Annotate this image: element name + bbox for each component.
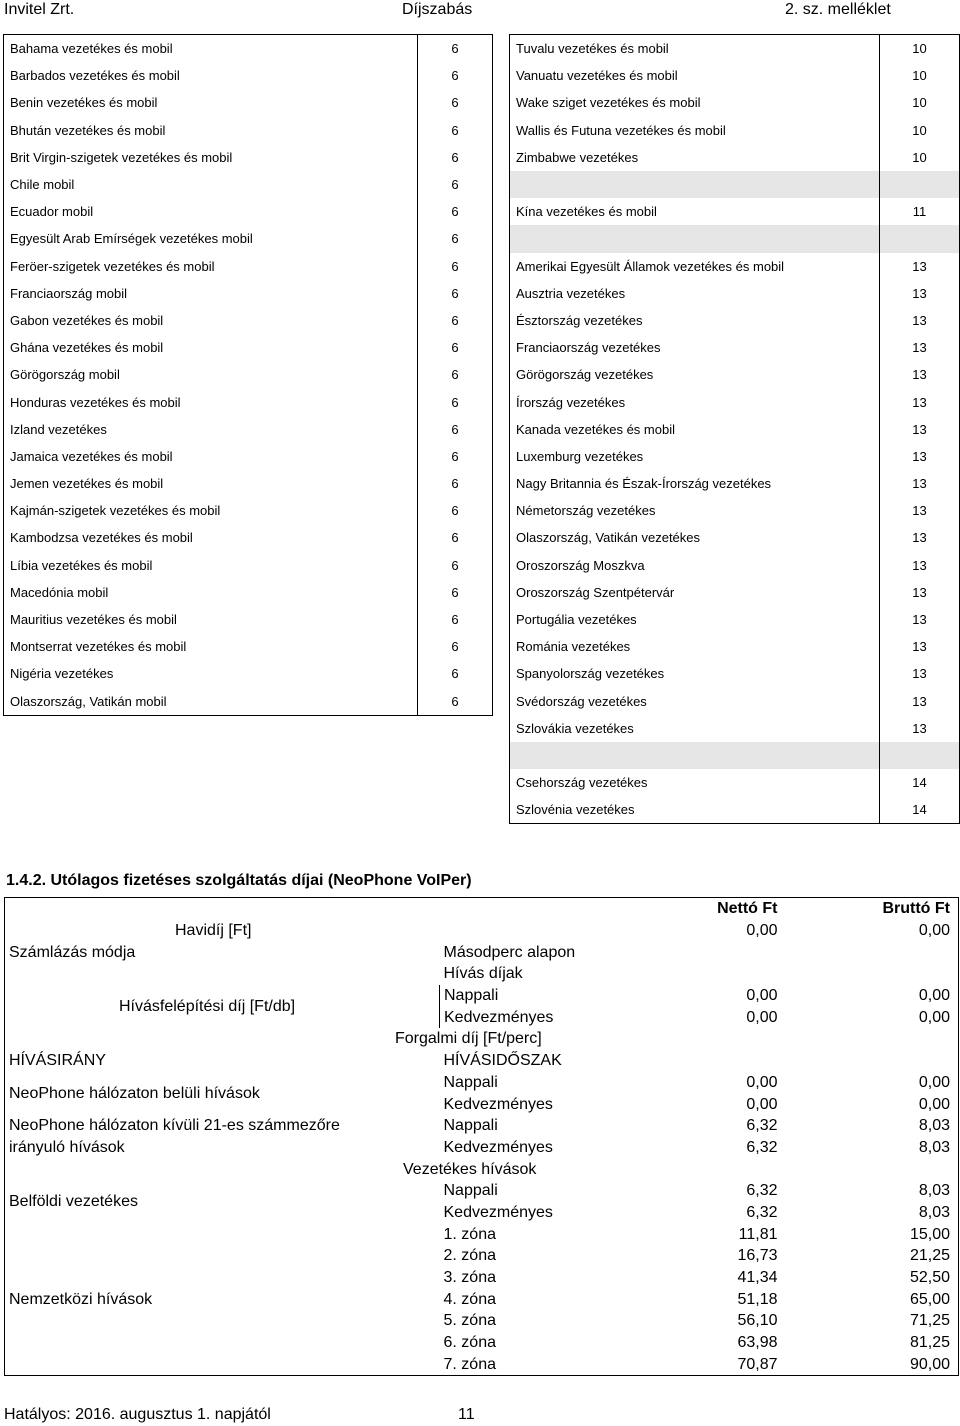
kivul-label-2: irányuló hívások bbox=[9, 1138, 125, 1156]
zone-label: 7. zóna bbox=[443, 1355, 496, 1373]
table-row bbox=[510, 769, 960, 796]
destination-name: Macedónia mobil bbox=[4, 579, 418, 606]
netto-value: 0,00 bbox=[746, 1073, 778, 1091]
destination-name: Honduras vezetékes és mobil bbox=[4, 388, 418, 415]
period-label: Kedvezményes bbox=[440, 1006, 648, 1028]
destination-name: Chile mobil bbox=[4, 171, 418, 198]
period-label: Nappali bbox=[440, 985, 648, 1007]
zone-number: 6 bbox=[418, 552, 493, 579]
zone-number: 6 bbox=[418, 416, 493, 443]
destination-name: Gabon vezetékes és mobil bbox=[4, 307, 418, 334]
table-row bbox=[4, 416, 493, 443]
table-row bbox=[510, 416, 960, 443]
table-row bbox=[4, 253, 493, 280]
table-row bbox=[510, 361, 960, 388]
period-label: Nappali bbox=[443, 1182, 498, 1200]
zone-number: 13 bbox=[880, 688, 960, 715]
zone-number: 13 bbox=[880, 715, 960, 742]
destination-name: Olaszország, Vatikán vezetékes bbox=[510, 524, 880, 551]
brutto-value: 0,00 bbox=[918, 1008, 950, 1026]
nemzetkozi-row bbox=[5, 1223, 959, 1245]
destination-name: Ecuador mobil bbox=[4, 198, 418, 225]
table-row bbox=[4, 225, 493, 252]
destination-name: Jemen vezetékes és mobil bbox=[4, 470, 418, 497]
table-row bbox=[4, 688, 493, 716]
szamlazas-value: Másodperc alapon bbox=[443, 943, 576, 961]
table-row bbox=[4, 633, 493, 660]
forgalmi-dij-row bbox=[5, 1028, 959, 1050]
period-label: Kedvezményes bbox=[443, 1095, 553, 1113]
zone-number: 13 bbox=[880, 470, 960, 497]
netto-value: 6,32 bbox=[746, 1138, 778, 1156]
belul-row-1 bbox=[5, 1072, 959, 1094]
szamlazas-label: Számlázás módja bbox=[9, 943, 136, 961]
table-row bbox=[4, 470, 493, 497]
destination-name: Ausztria vezetékes bbox=[510, 280, 880, 307]
brutto-value: 21,25 bbox=[909, 1247, 950, 1265]
hivasirany-row bbox=[5, 1050, 959, 1072]
zone-table-right bbox=[509, 34, 960, 824]
havidij-label: Havidíj [Ft] bbox=[175, 922, 252, 940]
netto-value: 11,81 bbox=[738, 1225, 778, 1243]
zone-number: 6 bbox=[418, 470, 493, 497]
footer-page-number: 11 bbox=[458, 1406, 475, 1423]
hivasidoszak-label: HÍVÁSIDŐSZAK bbox=[443, 1052, 562, 1070]
zone-number: 6 bbox=[418, 35, 493, 63]
table-row bbox=[510, 35, 960, 63]
destination-name: Barbados vezetékes és mobil bbox=[4, 62, 418, 89]
zone-number: 13 bbox=[880, 443, 960, 470]
destination-name: Olaszország, Vatikán mobil bbox=[4, 688, 418, 716]
table-row bbox=[510, 688, 960, 715]
table-row bbox=[4, 606, 493, 633]
table-row bbox=[4, 524, 493, 551]
destination-name: Zimbabwe vezetékes bbox=[510, 144, 880, 171]
netto-value: 16,73 bbox=[737, 1247, 778, 1265]
pricing-header-row bbox=[5, 898, 959, 920]
destination-name: Amerikai Egyesült Államok vezetékes és mobil bbox=[510, 253, 880, 280]
brutto-header: Bruttó Ft bbox=[882, 900, 950, 918]
destination-name: Izland vezetékes bbox=[4, 416, 418, 443]
table-row bbox=[510, 198, 960, 225]
destination-name: Ghána vezetékes és mobil bbox=[4, 334, 418, 361]
zone-number: 10 bbox=[880, 62, 960, 89]
table-row bbox=[4, 497, 493, 524]
destination-name: Benin vezetékes és mobil bbox=[4, 89, 418, 116]
table-row bbox=[4, 280, 493, 307]
zone-number: 13 bbox=[880, 334, 960, 361]
zone-number: 11 bbox=[880, 198, 960, 225]
destination-name: Oroszország Moszkva bbox=[510, 552, 880, 579]
zone-number: 6 bbox=[418, 606, 493, 633]
destination-name: Észtország vezetékes bbox=[510, 307, 880, 334]
havidij-netto: 0,00 bbox=[746, 922, 778, 940]
destination-name bbox=[510, 742, 880, 769]
zone-number: 10 bbox=[880, 35, 960, 63]
netto-header: Nettó Ft bbox=[717, 900, 778, 918]
destination-name: Wake sziget vezetékes és mobil bbox=[510, 89, 880, 116]
brutto-value: 8,03 bbox=[918, 1138, 950, 1156]
brutto-value: 8,03 bbox=[918, 1182, 950, 1200]
brutto-value: 0,00 bbox=[918, 987, 950, 1005]
destination-name: Bahama vezetékes és mobil bbox=[4, 35, 418, 63]
destination-name: Románia vezetékes bbox=[510, 633, 880, 660]
destination-name: Wallis és Futuna vezetékes és mobil bbox=[510, 117, 880, 144]
table-row bbox=[510, 388, 960, 415]
zone-number: 6 bbox=[418, 633, 493, 660]
zone-number: 6 bbox=[418, 89, 493, 116]
destination-name: Egyesült Arab Emírségek vezetékes mobil bbox=[4, 225, 418, 252]
zone-number: 13 bbox=[880, 579, 960, 606]
netto-value: 70,87 bbox=[737, 1355, 778, 1373]
table-row bbox=[4, 660, 493, 687]
zone-label: 5. zóna bbox=[443, 1312, 496, 1330]
zone-label: 4. zóna bbox=[443, 1290, 496, 1308]
period-label: Kedvezményes bbox=[443, 1203, 553, 1221]
zone-number: 13 bbox=[880, 253, 960, 280]
table-row bbox=[4, 443, 493, 470]
zone-number: 6 bbox=[418, 524, 493, 551]
brutto-value: 90,00 bbox=[909, 1355, 950, 1373]
vezetekes-hivasok-label: Vezetékes hívások bbox=[403, 1160, 537, 1178]
table-row bbox=[4, 552, 493, 579]
zone-number: 6 bbox=[418, 579, 493, 606]
footer-effective-date: Hatályos: 2016. augusztus 1. napjától bbox=[4, 1406, 271, 1423]
kivul-row-1 bbox=[5, 1115, 959, 1137]
destination-name: Spanyolország vezetékes bbox=[510, 660, 880, 687]
table-row bbox=[510, 715, 960, 742]
table-row bbox=[510, 117, 960, 144]
separator-row bbox=[510, 742, 960, 769]
period-label: Kedvezményes bbox=[443, 1138, 553, 1156]
destination-name: Kambodzsa vezetékes és mobil bbox=[4, 524, 418, 551]
destination-name: Bhután vezetékes és mobil bbox=[4, 117, 418, 144]
table-row bbox=[510, 253, 960, 280]
destination-name: Líbia vezetékes és mobil bbox=[4, 552, 418, 579]
table-row bbox=[510, 796, 960, 824]
destination-name: Szlovénia vezetékes bbox=[510, 796, 880, 824]
table-row bbox=[4, 117, 493, 144]
zone-number: 6 bbox=[418, 198, 493, 225]
netto-value: 51,18 bbox=[737, 1290, 778, 1308]
table-row bbox=[510, 144, 960, 171]
zone-number: 6 bbox=[418, 171, 493, 198]
brutto-value: 71,25 bbox=[909, 1312, 950, 1330]
destination-name: Németország vezetékes bbox=[510, 497, 880, 524]
vezetekes-row bbox=[5, 1158, 959, 1180]
brutto-value: 0,00 bbox=[918, 1073, 950, 1091]
table-row bbox=[4, 579, 493, 606]
zone-number: 13 bbox=[880, 416, 960, 443]
destination-name: Vanuatu vezetékes és mobil bbox=[510, 62, 880, 89]
header-company: Invitel Zrt. bbox=[4, 1, 75, 18]
brutto-value: 0,00 bbox=[918, 1095, 950, 1113]
zone-number bbox=[880, 225, 960, 252]
destination-name: Görögország mobil bbox=[4, 361, 418, 388]
zone-number: 6 bbox=[418, 388, 493, 415]
header-annex: 2. sz. melléklet bbox=[785, 1, 891, 18]
table-row bbox=[510, 606, 960, 633]
table-row bbox=[4, 171, 493, 198]
netto-value: 41,34 bbox=[737, 1269, 778, 1287]
havidij-row bbox=[5, 920, 959, 942]
destination-name: Oroszország Szentpétervár bbox=[510, 579, 880, 606]
zone-number: 6 bbox=[418, 688, 493, 716]
destination-name: Portugália vezetékes bbox=[510, 606, 880, 633]
table-row bbox=[510, 280, 960, 307]
table-row bbox=[510, 524, 960, 551]
table-row bbox=[510, 89, 960, 116]
zone-number: 14 bbox=[880, 796, 960, 824]
netto-value: 0,00 bbox=[746, 1008, 778, 1026]
brutto-value: 8,03 bbox=[918, 1203, 950, 1221]
table-row bbox=[510, 633, 960, 660]
zone-number: 13 bbox=[880, 660, 960, 687]
zone-number: 13 bbox=[880, 307, 960, 334]
table-row bbox=[510, 660, 960, 687]
havidij-brutto: 0,00 bbox=[918, 922, 950, 940]
zone-number: 13 bbox=[880, 552, 960, 579]
zone-number: 6 bbox=[418, 443, 493, 470]
separator-row bbox=[510, 171, 960, 198]
zone-number: 14 bbox=[880, 769, 960, 796]
destination-name: Nagy Britannia és Észak-Írország vezetékes bbox=[510, 470, 880, 497]
zone-number: 6 bbox=[418, 280, 493, 307]
netto-value: 0,00 bbox=[746, 987, 778, 1005]
destination-name: Kajmán-szigetek vezetékes és mobil bbox=[4, 497, 418, 524]
zone-number: 6 bbox=[418, 253, 493, 280]
table-row bbox=[510, 307, 960, 334]
belul-label: NeoPhone hálózaton belüli hívások bbox=[9, 1084, 260, 1102]
zone-number: 6 bbox=[418, 497, 493, 524]
destination-name: Csehország vezetékes bbox=[510, 769, 880, 796]
destination-name: Mauritius vezetékes és mobil bbox=[4, 606, 418, 633]
netto-value: 63,98 bbox=[737, 1334, 778, 1352]
zone-number: 10 bbox=[880, 117, 960, 144]
table-row bbox=[4, 89, 493, 116]
szamlazas-row bbox=[5, 941, 959, 963]
destination-name: Brit Virgin-szigetek vezetékes és mobil bbox=[4, 144, 418, 171]
zone-number bbox=[880, 171, 960, 198]
separator-row bbox=[510, 225, 960, 252]
zone-number: 13 bbox=[880, 524, 960, 551]
destination-name: Tuvalu vezetékes és mobil bbox=[510, 35, 880, 63]
table-row bbox=[510, 334, 960, 361]
destination-name: Kanada vezetékes és mobil bbox=[510, 416, 880, 443]
destination-name: Szlovákia vezetékes bbox=[510, 715, 880, 742]
nemzetkozi-label: Nemzetközi hívások bbox=[9, 1290, 153, 1308]
zone-label: 2. zóna bbox=[443, 1247, 496, 1265]
zone-number: 6 bbox=[418, 361, 493, 388]
table-row bbox=[4, 35, 493, 63]
period-label: Nappali bbox=[443, 1117, 498, 1135]
hivasfelepites-label: Hívásfelépítési díj [Ft/db] bbox=[119, 997, 296, 1015]
destination-name: Montserrat vezetékes és mobil bbox=[4, 633, 418, 660]
table-row bbox=[4, 62, 493, 89]
zone-number: 6 bbox=[418, 225, 493, 252]
zone-number: 6 bbox=[418, 660, 493, 687]
forgalmi-dij-label: Forgalmi díj [Ft/perc] bbox=[395, 1030, 542, 1048]
brutto-value: 15,00 bbox=[909, 1225, 950, 1243]
destination-name: Franciaország vezetékes bbox=[510, 334, 880, 361]
brutto-value: 65,00 bbox=[909, 1290, 950, 1308]
hivasirany-label: HÍVÁSIRÁNY bbox=[9, 1052, 106, 1070]
table-row bbox=[510, 579, 960, 606]
destination-name: Feröer-szigetek vezetékes és mobil bbox=[4, 253, 418, 280]
destination-name bbox=[510, 171, 880, 198]
table-row bbox=[510, 497, 960, 524]
destination-name: Kína vezetékes és mobil bbox=[510, 198, 880, 225]
destination-name: Írország vezetékes bbox=[510, 388, 880, 415]
netto-value: 0,00 bbox=[746, 1095, 778, 1113]
kivul-row-2 bbox=[5, 1137, 959, 1159]
destination-name: Luxemburg vezetékes bbox=[510, 443, 880, 470]
brutto-value: 81,25 bbox=[909, 1334, 950, 1352]
header-title: Díjszabás bbox=[402, 1, 473, 18]
table-row bbox=[4, 334, 493, 361]
destination-name: Görögország vezetékes bbox=[510, 361, 880, 388]
zone-number: 13 bbox=[880, 606, 960, 633]
table-row bbox=[4, 144, 493, 171]
destination-name: Jamaica vezetékes és mobil bbox=[4, 443, 418, 470]
brutto-value: 52,50 bbox=[909, 1269, 950, 1287]
table-row bbox=[4, 307, 493, 334]
zone-table-left bbox=[3, 34, 493, 716]
table-row bbox=[510, 62, 960, 89]
netto-value: 56,10 bbox=[737, 1312, 778, 1330]
destination-name: Franciaország mobil bbox=[4, 280, 418, 307]
zone-number: 13 bbox=[880, 361, 960, 388]
table-row bbox=[4, 388, 493, 415]
destination-name: Nigéria vezetékes bbox=[4, 660, 418, 687]
zone-number: 6 bbox=[418, 117, 493, 144]
netto-value: 6,32 bbox=[746, 1182, 778, 1200]
zone-number: 10 bbox=[880, 144, 960, 171]
zone-number: 13 bbox=[880, 388, 960, 415]
destination-name: Svédország vezetékes bbox=[510, 688, 880, 715]
zone-number: 6 bbox=[418, 62, 493, 89]
table-row bbox=[4, 361, 493, 388]
belfoldi-row-1 bbox=[5, 1180, 959, 1202]
period-label: Nappali bbox=[443, 1073, 498, 1091]
table-row bbox=[4, 198, 493, 225]
zone-number bbox=[880, 742, 960, 769]
zone-number: 6 bbox=[418, 144, 493, 171]
netto-value: 6,32 bbox=[746, 1117, 778, 1135]
zone-number: 6 bbox=[418, 307, 493, 334]
destination-name bbox=[510, 225, 880, 252]
zone-number: 13 bbox=[880, 280, 960, 307]
pricing-table bbox=[4, 897, 959, 1376]
zone-number: 13 bbox=[880, 497, 960, 524]
brutto-value: 8,03 bbox=[918, 1117, 950, 1135]
belfoldi-label: Belföldi vezetékes bbox=[9, 1193, 138, 1211]
table-row bbox=[510, 443, 960, 470]
zone-number: 10 bbox=[880, 89, 960, 116]
hivas-dijak-row bbox=[5, 963, 959, 985]
netto-value: 6,32 bbox=[746, 1203, 778, 1221]
table-row bbox=[510, 552, 960, 579]
section-title: 1.4.2. Utólagos fizetéses szolgáltatás díjai (NeoPhone VoIPer) bbox=[6, 872, 472, 889]
zone-number: 13 bbox=[880, 633, 960, 660]
kivul-label-1: NeoPhone hálózaton kívüli 21-es számmezőre bbox=[9, 1117, 340, 1135]
hivasfelepites-row-1 bbox=[5, 985, 959, 1007]
hivas-dijak-label: Hívás díjak bbox=[443, 965, 523, 983]
table-row bbox=[510, 470, 960, 497]
zone-label: 6. zóna bbox=[443, 1334, 496, 1352]
zone-label: 1. zóna bbox=[443, 1225, 496, 1243]
zone-label: 3. zóna bbox=[443, 1269, 496, 1287]
zone-number: 6 bbox=[418, 334, 493, 361]
